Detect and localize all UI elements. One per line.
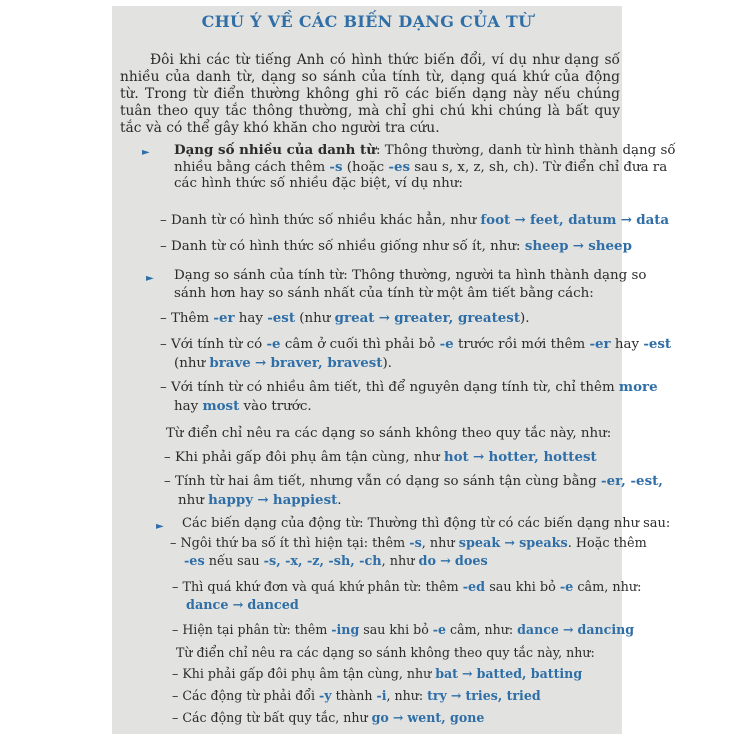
intro-paragraph: Đôi khi các từ tiếng Anh có hình thức biến đổi, ví dụ như dạng số nhiều của danh từ, dạng so sánh của tính từ, dạng quá khứ của động từ. Trong từ điển thường không ghi rõ các biến dạng này nếu chúng tuân theo quy tắc thông thường, mà chỉ ghi chú khi chúng là bất quy tắc và có thể gây khó khăn cho người tra cứu. — [120, 52, 620, 136]
text: . — [337, 493, 342, 508]
arrow-icon: → — [440, 554, 451, 569]
dash: – — [172, 622, 179, 637]
text: câm, như: — [446, 622, 518, 637]
arrow-icon: → — [514, 212, 526, 228]
text: hay — [234, 311, 268, 326]
text: Với tính từ có nhiều âm tiết, thì để nguyên dạng tính từ, chỉ thêm — [170, 380, 619, 395]
suffix: -es — [184, 554, 205, 569]
text: như — [178, 493, 209, 508]
adjective-item-3 — [160, 379, 658, 397]
suffix: -e — [439, 336, 454, 352]
example-word: happy — [208, 492, 254, 508]
text: Với tính từ có — [170, 337, 267, 352]
text: Các động từ phải đổi — [182, 688, 320, 703]
example-word: foot — [480, 212, 511, 228]
dash: – — [170, 536, 177, 551]
suffix: -es — [388, 159, 411, 175]
text: nhiều bằng cách thêm — [174, 160, 330, 175]
example-word: braver, bravest — [270, 355, 383, 371]
dash: – — [172, 580, 179, 595]
text: ). — [520, 311, 530, 326]
noun-plural-item-2 — [160, 238, 632, 256]
example-word: bat — [435, 666, 458, 681]
text: thành — [331, 688, 377, 703]
example-word: great — [334, 310, 375, 326]
text: (như — [174, 356, 210, 371]
dash: – — [172, 710, 179, 725]
text: câm, như: — [573, 580, 642, 595]
verb-item-2-line-2 — [186, 598, 299, 615]
text: Thêm — [170, 311, 214, 326]
dash: – — [164, 474, 171, 489]
dash: – — [160, 380, 167, 395]
text: Danh từ có hình thức số nhiều khác hẳn, như — [170, 213, 481, 228]
example-word: speak — [458, 536, 501, 551]
verb-item-5 — [172, 688, 541, 705]
arrow-icon: → — [257, 492, 269, 508]
text: , như: — [386, 688, 428, 703]
suffix: -y — [319, 688, 332, 703]
suffix: -ed — [462, 580, 486, 595]
text: hay — [174, 399, 203, 414]
suffix: -s — [329, 159, 343, 175]
noun-plural-line-3: các hình thức số nhiều đặc biệt, ví dụ như: — [174, 176, 463, 191]
suffix: -ing — [331, 622, 360, 637]
suffix: -e — [559, 580, 574, 595]
verb-item-1-line-2 — [184, 554, 488, 571]
verb-note: Từ điển chỉ nêu ra các dạng so sánh không theo quy tắc này, như: — [176, 645, 595, 660]
book-page — [112, 6, 676, 734]
arrow-icon: → — [572, 238, 584, 254]
example-word: danced — [247, 598, 299, 613]
dash: – — [160, 213, 167, 228]
example-word: feet, datum — [529, 212, 617, 228]
example-word: brave — [209, 355, 251, 371]
example-word: speaks — [519, 536, 568, 551]
example-word: went, gone — [407, 710, 485, 725]
text: sau s, x, z, sh, ch). Từ điển chỉ đưa ra — [410, 160, 668, 175]
example-word: try — [427, 688, 447, 703]
text: Các động từ bất quy tắc, như — [182, 710, 372, 725]
noun-plural-line-1 — [174, 142, 676, 160]
example-word: go — [371, 710, 389, 725]
text: : Thông thường, danh từ hình thành dạng số — [375, 143, 676, 158]
dash: – — [160, 239, 167, 254]
adjective-item-5 — [164, 473, 663, 491]
text: (như — [295, 311, 335, 326]
example-word: greater, greatest — [394, 310, 521, 326]
text: hay — [610, 337, 644, 352]
adjective-item-3-line-2 — [174, 398, 312, 416]
text: , như — [381, 554, 419, 569]
adjective-line-2: sánh hơn hay so sánh nhất của tính từ một âm tiết bằng cách: — [174, 286, 594, 301]
example-word: hot — [443, 449, 469, 465]
verb-item-1 — [170, 536, 647, 553]
suffix: -s — [409, 536, 422, 551]
dash: – — [172, 688, 179, 703]
text: ). — [382, 356, 392, 371]
verb-item-3 — [172, 622, 634, 639]
text: Khi phải gấp đôi phụ âm tận cùng, như — [182, 666, 436, 681]
arrow-icon: → — [378, 310, 390, 326]
adjective-item-2 — [160, 336, 671, 354]
verb-item-4 — [172, 666, 582, 683]
dash: – — [160, 311, 167, 326]
arrow-icon: → — [392, 710, 404, 725]
dash: – — [172, 666, 179, 681]
suffix: -i — [376, 688, 387, 703]
arrow-icon: → — [472, 449, 485, 465]
dash: – — [160, 337, 167, 352]
arrow-icon: → — [504, 536, 515, 551]
text: vào trước. — [239, 399, 312, 414]
example-word: more — [618, 379, 658, 395]
example-word: hotter, hottest — [488, 449, 597, 465]
suffix: -er, -est, — [601, 473, 663, 489]
noun-plural-heading: Dạng số nhiều của danh từ — [174, 142, 376, 158]
adjective-item-5-line-2 — [178, 492, 342, 510]
adjective-note: Từ điển chỉ nêu ra các dạng so sánh không theo quy tắc này, như: — [166, 426, 612, 441]
example-word: happiest — [272, 492, 338, 508]
arrow-icon: → — [232, 598, 244, 613]
text: Thì quá khứ đơn và quá khứ phân từ: thêm — [182, 580, 463, 595]
text: nếu sau — [204, 554, 264, 569]
noun-plural-item-1 — [160, 212, 669, 230]
arrow-icon: → — [450, 688, 462, 703]
example-word: does — [454, 554, 488, 569]
example-word: do — [418, 554, 436, 569]
arrow-icon: → — [562, 622, 574, 637]
arrow-icon: → — [462, 666, 473, 681]
verb-item-2 — [172, 580, 641, 597]
example-word: batted, batting — [476, 666, 583, 681]
example-word: sheep — [524, 238, 569, 254]
text: sau khi bỏ — [359, 622, 433, 637]
dash: – — [164, 450, 171, 465]
arrow-icon: → — [620, 212, 632, 228]
verb-line-1: Các biến dạng của động từ: Thường thì động từ có các biến dạng như sau: — [182, 516, 671, 531]
example-word: dancing — [577, 622, 635, 637]
suffix: -er — [213, 310, 235, 326]
bullet-arrow-icon: ► — [156, 521, 164, 532]
text: Ngôi thứ ba số ít thì hiện tại: thêm — [180, 536, 410, 551]
text: (hoặc — [342, 160, 389, 175]
text: câm ở cuối thì phải bỏ — [280, 337, 440, 352]
adjective-item-1 — [160, 310, 530, 328]
verb-item-6 — [172, 710, 484, 727]
text: Danh từ có hình thức số nhiều giống như số ít, như: — [170, 239, 525, 254]
suffix: -e — [432, 622, 447, 637]
text: Khi phải gấp đôi phụ âm tận cùng, như — [174, 450, 444, 465]
bullet-arrow-icon: ► — [142, 147, 150, 158]
noun-plural-line-2 — [174, 159, 667, 177]
example-word: most — [202, 398, 240, 414]
adjective-line-1: Dạng so sánh của tính từ: Thông thường, người ta hình thành dạng so — [174, 268, 647, 283]
suffix: -er — [589, 336, 611, 352]
arrow-icon: → — [255, 355, 267, 371]
adjective-item-2-line-2 — [174, 355, 392, 373]
suffix: -s, -x, -z, -sh, -ch — [263, 554, 382, 569]
example-word: tries, tried — [465, 688, 541, 703]
text: . Hoặc thêm — [567, 536, 647, 551]
text: trước rồi mới thêm — [453, 337, 590, 352]
text: , như — [421, 536, 459, 551]
suffix: -est — [267, 310, 296, 326]
text: Hiện tại phân từ: thêm — [182, 622, 332, 637]
page-title: CHÚ Ý VỀ CÁC BIẾN DẠNG CỦA TỪ — [201, 12, 533, 31]
example-word: dance — [517, 622, 559, 637]
suffix: -est — [643, 336, 672, 352]
text: sau khi bỏ — [485, 580, 560, 595]
suffix: -e — [266, 336, 281, 352]
adjective-item-4 — [164, 449, 597, 467]
example-word: data — [636, 212, 670, 228]
example-word: dance — [186, 598, 229, 613]
bullet-arrow-icon: ► — [146, 273, 154, 284]
text: Tính từ hai âm tiết, nhưng vẫn có dạng so sánh tận cùng bằng — [174, 474, 602, 489]
example-word: sheep — [588, 238, 632, 254]
